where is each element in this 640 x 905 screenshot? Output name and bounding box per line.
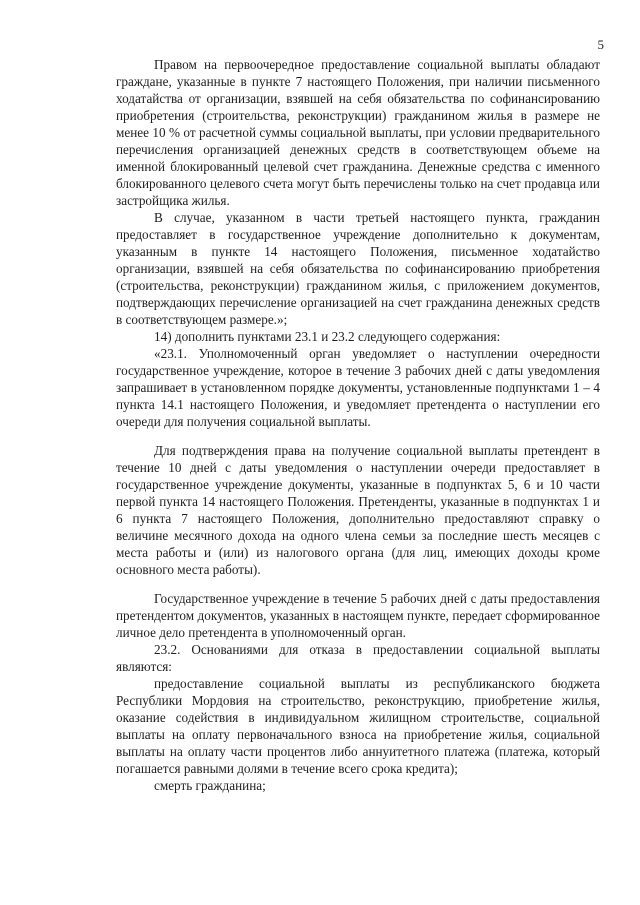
paragraph-refusal-ground-death: смерть гражданина; [154,778,266,793]
paragraph-additional-documents: В случае, указанном в части третьей настоящего пункта, гражданин предоставляет в государственное учреждение дополнительно к документам, указанным в пункте 14 настоящего Положения, письменное ходатайство организации, взявшей на себя обязательства по софинансированию приобретения (строительства, реконструкции) гражданином жилья, с приложением документов, подтверждающих перечисление организацией на счет гражданина денежных средств в соответствующем размере.»; [116,210,600,327]
paragraph-refusal-ground-payment: предоставление социальной выплаты из республиканского бюджета Республики Мордовия на строительство, реконструкцию, приобретение жилья, оказание содействия в индивидуальном жилищном строительстве, социальной выплаты на оплату первоначального взноса на приобретение жилья, социальной выплаты на оплату части процентов либо аннуитетного платежа (платежа, который погашается равными долями в течение всего срока кредита); [116,676,600,776]
document-body [116,56,600,794]
paragraph-priority-right: Правом на первоочередное предоставление социальной выплаты обладают граждане, указанные в пункте 7 настоящего Положения, при наличии письменного ходатайства от организации, взявшей на себя обязательства по софинансированию приобретения (строительства, реконструкции) гражданином жилья в размере не менее 10 % от расчетной суммы социальной выплаты, при условии предварительного перечисления организацией денежных средств в соответствующем объеме на именной блокированный целевой счет гражданина. Денежные средства с именного блокированного целевого счета могут быть перечислены только на счет продавца или застройщика жилья. [116,57,600,208]
paragraph-confirmation-documents: Для подтверждения права на получение социальной выплаты претендент в течение 10 дней с даты уведомления о наступлении очереди предоставляет в государственное учреждение документы, указанные в подпунктах 5, 6 и 10 части первой пункта 14 настоящего Положения. Претенденты, указанные в подпунктах 1 и 6 пункта 7 настоящего Положения, дополнительно предоставляют справку о величине месячного дохода на одного члена семьи за последние шесть месяцев с места работы и (или) из налогового органа (для лиц, имеющих доходы кроме основного места работы). [116,443,600,577]
paragraph-amendment-14: 14) дополнить пунктами 23.1 и 23.2 следующего содержания: [154,329,501,344]
page-number: 5 [597,37,604,52]
paragraph-clause-23-2: 23.2. Основаниями для отказа в предоставлении социальной выплаты являются: [116,642,600,674]
paragraph-personal-file-transfer: Государственное учреждение в течение 5 рабочих дней с даты предоставления претендентом документов, указанных в настоящем пункте, передает сформированное личное дело претендента в уполномоченный орган. [116,591,600,640]
paragraph-clause-23-1: «23.1. Уполномоченный орган уведомляет о наступлении очередности государственное учреждение, которое в течение 3 рабочих дней с даты уведомления запрашивает в установленном порядке документы, установленные подпунктами 1 – 4 пункта 14.1 настоящего Положения, и уведомляет претендента о наступлении его очереди для получения социальной выплаты. [116,346,600,429]
